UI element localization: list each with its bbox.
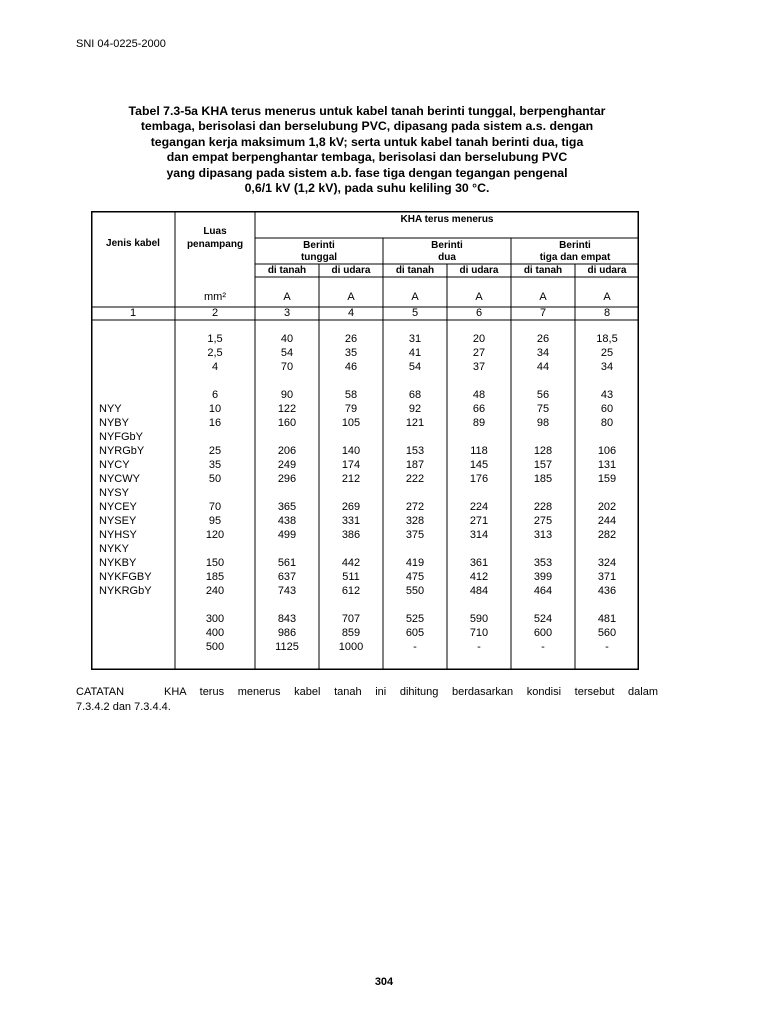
kha-value-cell: 105 bbox=[341, 417, 361, 429]
header-jenis-kabel: Jenis kabel bbox=[106, 238, 160, 249]
kha-value-cell: 31 bbox=[408, 333, 422, 345]
cable-type: NYHSY bbox=[99, 529, 137, 541]
kha-value-cell: 612 bbox=[341, 585, 361, 597]
kha-value-cell: 44 bbox=[536, 361, 550, 373]
page-number: 304 bbox=[374, 976, 394, 988]
document-code: SNI 04-0225-2000 bbox=[76, 38, 166, 50]
kha-value-cell: 35 bbox=[344, 347, 358, 359]
kha-value-cell: 365 bbox=[277, 501, 297, 513]
cross-section-cell: 6 bbox=[211, 389, 219, 401]
kha-value-cell: - bbox=[477, 641, 481, 653]
cross-section-cell: 16 bbox=[208, 417, 222, 429]
kha-value-cell: 212 bbox=[341, 473, 361, 485]
kha-value-cell: 118 bbox=[470, 445, 488, 457]
cable-type: NYY bbox=[99, 403, 122, 415]
kha-value-cell: 80 bbox=[600, 417, 614, 429]
cross-section-cell: 150 bbox=[205, 557, 225, 569]
kha-value-cell: 222 bbox=[405, 473, 425, 485]
cross-section-cell: 95 bbox=[208, 515, 222, 527]
kha-value-cell: 511 bbox=[342, 571, 360, 583]
kha-value-cell: 40 bbox=[280, 333, 294, 345]
kha-value-cell: 70 bbox=[280, 361, 294, 373]
header-penampang: penampang bbox=[186, 239, 244, 250]
column-number: 1 bbox=[129, 307, 137, 319]
kha-value-cell: 484 bbox=[469, 585, 489, 597]
kha-value-cell: 399 bbox=[533, 571, 553, 583]
cross-section-cell: 400 bbox=[205, 627, 225, 639]
kha-value-cell: 375 bbox=[405, 529, 425, 541]
cross-section-cell: 10 bbox=[208, 403, 222, 415]
kha-value-cell: 90 bbox=[280, 389, 294, 401]
unit-ampere: A bbox=[347, 291, 355, 303]
unit-ampere: A bbox=[283, 291, 291, 303]
kha-value-cell: 353 bbox=[533, 557, 553, 569]
subheader-di-udara: di udara bbox=[459, 265, 499, 276]
kha-value-cell: 550 bbox=[405, 585, 425, 597]
cross-section-cell: 500 bbox=[205, 641, 225, 653]
kha-value-cell: 605 bbox=[405, 627, 425, 639]
kha-value-cell: 48 bbox=[472, 389, 486, 401]
kha-value-cell: 46 bbox=[344, 361, 358, 373]
kha-value-cell: 244 bbox=[597, 515, 617, 527]
kha-value-cell: 272 bbox=[405, 501, 425, 513]
note bbox=[76, 685, 658, 715]
kha-value-cell: 106 bbox=[597, 445, 617, 457]
cable-type: NYKFGBY bbox=[99, 571, 152, 583]
kha-value-cell: 25 bbox=[600, 347, 614, 359]
kha-value-cell: 271 bbox=[469, 515, 489, 527]
kha-value-cell: 986 bbox=[277, 627, 297, 639]
subheader-di-udara: di udara bbox=[331, 265, 371, 276]
kha-value-cell: 160 bbox=[277, 417, 297, 429]
table-title bbox=[76, 104, 658, 196]
kha-value-cell: 249 bbox=[277, 459, 297, 471]
kha-value-cell: 436 bbox=[597, 585, 617, 597]
kha-value-cell: 525 bbox=[405, 613, 425, 625]
kha-table bbox=[91, 211, 639, 670]
title-line: tembaga, berisolasi dan berselubung PVC, dipasang pada sistem a.s. dengan bbox=[140, 119, 594, 134]
note-line-1 bbox=[76, 685, 658, 700]
column-number: 8 bbox=[603, 307, 611, 319]
kha-value-cell: 843 bbox=[277, 613, 297, 625]
cable-type: NYKY bbox=[99, 543, 129, 555]
kha-value-cell: 442 bbox=[341, 557, 361, 569]
cable-type: NYBY bbox=[99, 417, 129, 429]
kha-value-cell: 331 bbox=[341, 515, 361, 527]
kha-value-cell: 743 bbox=[277, 585, 297, 597]
kha-value-cell: 34 bbox=[600, 361, 614, 373]
kha-value-cell: 41 bbox=[408, 347, 422, 359]
kha-value-cell: 419 bbox=[405, 557, 425, 569]
kha-value-cell: 60 bbox=[600, 403, 614, 415]
cable-type: NYFGbY bbox=[99, 431, 144, 443]
kha-value-cell: 324 bbox=[597, 557, 617, 569]
kha-value-cell: 27 bbox=[472, 347, 486, 359]
kha-value-cell: 282 bbox=[597, 529, 617, 541]
title-line: Tabel 7.3-5a KHA terus menerus untuk kabel tanah berinti tunggal, berpenghantar bbox=[128, 104, 606, 118]
subheader-di-tanah: di tanah bbox=[395, 265, 435, 276]
kha-value-cell: 56 bbox=[536, 389, 550, 401]
kha-value-cell: 438 bbox=[277, 515, 297, 527]
kha-value-cell: 371 bbox=[597, 571, 617, 583]
kha-value-cell: 128 bbox=[533, 445, 553, 457]
cross-section-cell: 2,5 bbox=[207, 347, 223, 359]
kha-value-cell: 145 bbox=[469, 459, 489, 471]
title-line: dan empat berpenghantar tembaga, berisolasi dan berselubung PVC bbox=[166, 150, 568, 165]
kha-value-cell: 37 bbox=[472, 361, 486, 373]
kha-value-cell: 206 bbox=[277, 445, 297, 457]
column-number: 5 bbox=[411, 307, 419, 319]
cross-section-cell: 120 bbox=[205, 529, 225, 541]
title-line: yang dipasang pada sistem a.b. fase tiga dengan tegangan pengenal bbox=[166, 165, 568, 180]
kha-value-cell: 122 bbox=[277, 403, 297, 415]
column-number: 3 bbox=[283, 307, 291, 319]
kha-value-cell: 560 bbox=[597, 627, 617, 639]
column-number: 2 bbox=[211, 307, 219, 319]
kha-value-cell: 499 bbox=[277, 529, 297, 541]
cross-section-cell: 70 bbox=[208, 501, 222, 513]
kha-value-cell: 121 bbox=[405, 417, 425, 429]
cable-type: NYCEY bbox=[99, 501, 137, 513]
subheader-di-tanah: di tanah bbox=[267, 265, 307, 276]
column-number: 7 bbox=[539, 307, 547, 319]
kha-value-cell: 361 bbox=[469, 557, 489, 569]
cable-type: NYCY bbox=[99, 459, 130, 471]
cable-type: NYSEY bbox=[99, 515, 137, 527]
kha-value-cell: 296 bbox=[277, 473, 297, 485]
cable-type: NYKBY bbox=[99, 557, 137, 569]
kha-value-cell: 314 bbox=[469, 529, 489, 541]
kha-value-cell: 20 bbox=[472, 333, 486, 345]
kha-value-cell: 313 bbox=[533, 529, 553, 541]
note-text-2: 7.3.4.2 dan 7.3.4.4. bbox=[76, 701, 171, 713]
unit-ampere: A bbox=[539, 291, 547, 303]
kha-value-cell: 89 bbox=[472, 417, 486, 429]
kha-value-cell: 79 bbox=[344, 403, 358, 415]
kha-value-cell: 26 bbox=[536, 333, 550, 345]
cross-section-cell: 185 bbox=[205, 571, 225, 583]
subheader-di-tanah: di tanah bbox=[523, 265, 563, 276]
kha-value-cell: 98 bbox=[536, 417, 550, 429]
column-number: 4 bbox=[347, 307, 355, 319]
kha-value-cell: 202 bbox=[597, 501, 617, 513]
kha-value-cell: 75 bbox=[536, 403, 550, 415]
cross-section-cell: 25 bbox=[208, 445, 222, 457]
kha-value-cell: - bbox=[541, 641, 545, 653]
kha-value-cell: 224 bbox=[469, 501, 489, 513]
kha-value-cell: 561 bbox=[277, 557, 297, 569]
header-group-tunggal-1: Berinti bbox=[303, 240, 335, 251]
kha-value-cell: 386 bbox=[341, 529, 361, 541]
kha-value-cell: 1125 bbox=[275, 641, 299, 653]
cross-section-cell: 300 bbox=[205, 613, 225, 625]
kha-value-cell: 153 bbox=[405, 445, 425, 457]
kha-value-cell: 58 bbox=[344, 389, 358, 401]
kha-value-cell: 54 bbox=[408, 361, 422, 373]
header-group-dua-2: dua bbox=[438, 252, 456, 263]
kha-value-cell: 18,5 bbox=[596, 333, 618, 345]
kha-value-cell: 228 bbox=[533, 501, 553, 513]
unit-mm2: mm² bbox=[204, 291, 226, 303]
table-grid bbox=[91, 211, 639, 670]
title-line: tegangan kerja maksimum 1,8 kV; serta untuk kabel tanah berinti dua, tiga bbox=[150, 134, 584, 149]
cable-type: NYKRGbY bbox=[99, 585, 152, 597]
kha-value-cell: 157 bbox=[533, 459, 553, 471]
cable-type: NYSY bbox=[99, 487, 129, 499]
kha-value-cell: 524 bbox=[533, 613, 553, 625]
kha-value-cell: 34 bbox=[536, 347, 550, 359]
kha-value-cell: - bbox=[605, 641, 609, 653]
header-kha: KHA terus menerus bbox=[400, 214, 494, 225]
cross-section-cell: 35 bbox=[208, 459, 222, 471]
header-group-tiga-2: tiga dan empat bbox=[539, 252, 611, 263]
cross-section-cell: 4 bbox=[211, 361, 219, 373]
kha-value-cell: 412 bbox=[469, 571, 489, 583]
header-group-dua-1: Berinti bbox=[431, 240, 463, 251]
cross-section-cell: 240 bbox=[205, 585, 225, 597]
unit-ampere: A bbox=[411, 291, 419, 303]
kha-value-cell: 54 bbox=[280, 347, 294, 359]
kha-value-cell: 92 bbox=[408, 403, 422, 415]
kha-value-cell: 859 bbox=[341, 627, 361, 639]
unit-ampere: A bbox=[603, 291, 611, 303]
kha-value-cell: 275 bbox=[533, 515, 553, 527]
kha-value-cell: 66 bbox=[472, 403, 486, 415]
kha-value-cell: 26 bbox=[344, 333, 358, 345]
kha-value-cell: 637 bbox=[277, 571, 297, 583]
header-group-tiga-1: Berinti bbox=[559, 240, 591, 251]
kha-value-cell: 600 bbox=[533, 627, 553, 639]
kha-value-cell: 159 bbox=[597, 473, 617, 485]
kha-value-cell: 68 bbox=[408, 389, 422, 401]
note-text-1: KHA terus menerus kabel tanah ini dihitung berdasarkan kondisi tersebut dalam bbox=[164, 686, 658, 698]
kha-value-cell: 590 bbox=[469, 613, 489, 625]
kha-value-cell: 328 bbox=[405, 515, 425, 527]
kha-value-cell: 140 bbox=[341, 445, 361, 457]
kha-value-cell: 475 bbox=[405, 571, 425, 583]
kha-value-cell: 269 bbox=[341, 501, 361, 513]
kha-value-cell: 710 bbox=[469, 627, 489, 639]
kha-value-cell: 43 bbox=[600, 389, 614, 401]
cable-type: NYRGbY bbox=[99, 445, 145, 457]
subheader-di-udara: di udara bbox=[587, 265, 627, 276]
cross-section-cell: 50 bbox=[208, 473, 222, 485]
header-luas: Luas bbox=[203, 226, 227, 237]
kha-value-cell: 481 bbox=[597, 613, 617, 625]
note-label: CATATAN bbox=[76, 686, 125, 698]
kha-value-cell: 174 bbox=[341, 459, 361, 471]
kha-value-cell: 176 bbox=[469, 473, 489, 485]
kha-value-cell: - bbox=[413, 641, 417, 653]
kha-value-cell: 1000 bbox=[338, 641, 364, 653]
kha-value-cell: 131 bbox=[597, 459, 617, 471]
kha-value-cell: 464 bbox=[533, 585, 553, 597]
header-group-tunggal-2: tunggal bbox=[300, 252, 338, 263]
kha-value-cell: 187 bbox=[405, 459, 425, 471]
kha-value-cell: 707 bbox=[341, 613, 361, 625]
title-line: 0,6/1 kV (1,2 kV), pada suhu keliling 30 °C. bbox=[244, 181, 490, 196]
cross-section-cell: 1,5 bbox=[207, 333, 223, 345]
kha-value-cell: 185 bbox=[533, 473, 553, 485]
unit-ampere: A bbox=[475, 291, 483, 303]
cable-type: NYCWY bbox=[99, 473, 140, 485]
column-number: 6 bbox=[475, 307, 483, 319]
